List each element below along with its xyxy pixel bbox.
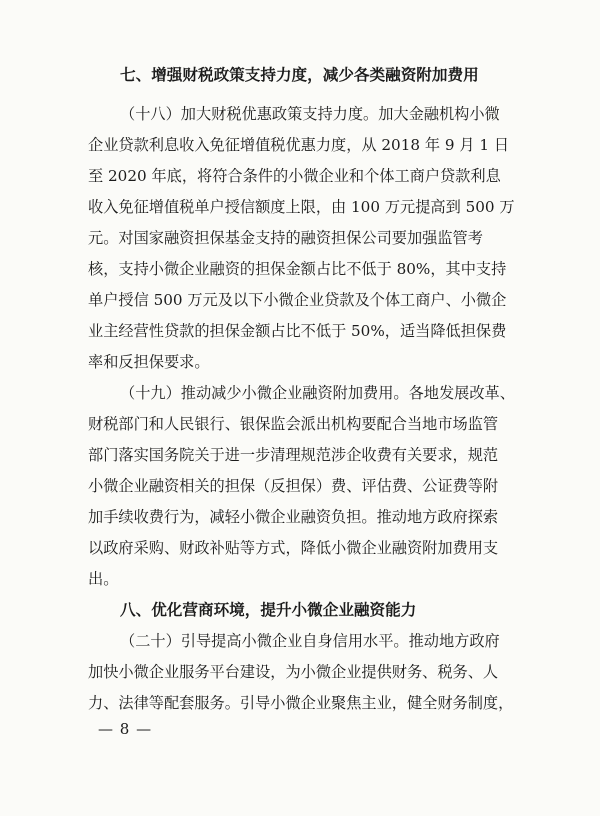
section-heading-8: 八、优化营商环境，提升小微企业融资能力 <box>120 601 417 619</box>
paragraph-line: 单户授信 500 万元及以下小微企业贷款及个体工商户、小微企 <box>88 291 507 309</box>
paragraph-line: 元。对国家融资担保基金支持的融资担保公司要加强监管考 <box>88 229 483 247</box>
paragraph-line: 业主经营性贷款的担保金额占比不低于 50%，适当降低担保费 <box>88 322 507 340</box>
paragraph-line: 加快小微企业服务平台建设，为小微企业提供财务、税务、人 <box>88 663 499 681</box>
paragraph-line: 以政府采购、财政补贴等方式，降低小微企业融资附加费用支 <box>88 539 499 557</box>
page-number: — 8 — <box>98 720 153 738</box>
paragraph-line: 出。 <box>88 570 119 588</box>
paragraph-line: 力、法律等配套服务。引导小微企业聚焦主业，健全财务制度， <box>88 694 514 712</box>
paragraph-line: 部门落实国务院关于进一步清理规范涉企收费有关要求，规范 <box>88 446 499 464</box>
paragraph-line: （十九）推动减少小微企业融资附加费用。各地发展改革、 <box>120 384 515 402</box>
paragraph-line: 率和反担保要求。 <box>88 353 210 371</box>
paragraph-line: 财税部门和人民银行、银保监会派出机构要配合当地市场监管 <box>88 415 499 433</box>
paragraph-line: （二十）引导提高小微企业自身信用水平。推动地方政府 <box>120 632 500 650</box>
paragraph-line: 加手续收费行为，减轻小微企业融资负担。推动地方政府探索 <box>88 508 499 526</box>
paragraph-line: 小微企业融资相关的担保（反担保）费、评估费、公证费等附 <box>88 477 499 495</box>
section-heading-7: 七、增强财税政策支持力度，减少各类融资附加费用 <box>120 66 479 84</box>
paragraph-line: （十八）加大财税优惠政策支持力度。加大金融机构小微 <box>120 105 500 123</box>
paragraph-line: 收入免征增值税单户授信额度上限，由 100 万元提高到 500 万 <box>88 198 515 216</box>
paragraph-line: 企业贷款利息收入免征增值税优惠力度，从 2018 年 9 月 1 日 <box>88 136 510 154</box>
paragraph-line: 核，支持小微企业融资的担保金额占比不低于 80%，其中支持 <box>88 260 507 278</box>
paragraph-line: 至 2020 年底，将符合条件的小微企业和个体工商户贷款利息 <box>88 167 501 185</box>
